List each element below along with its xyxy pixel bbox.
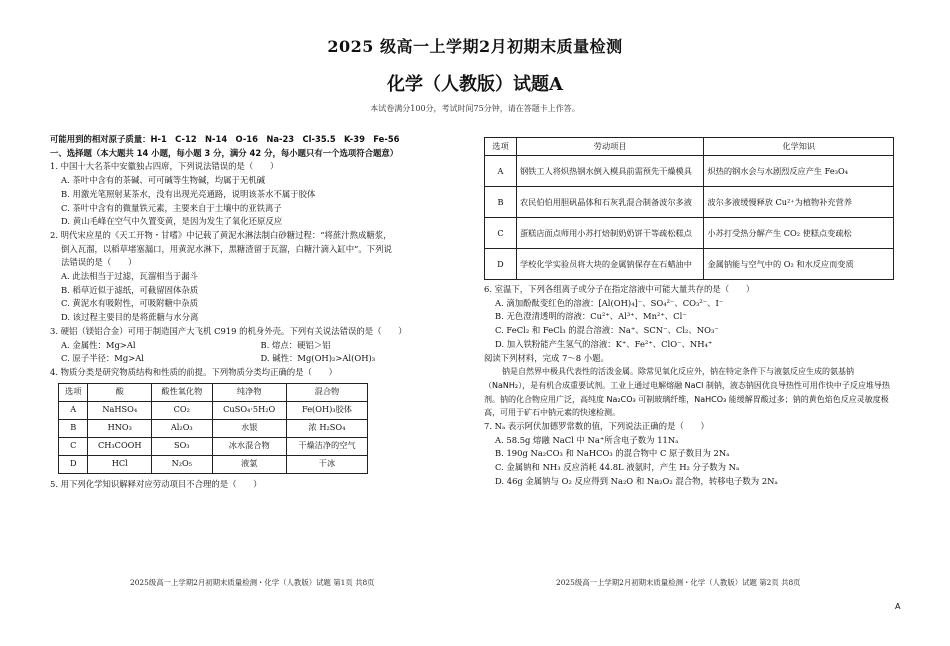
q5-cell: A [485, 156, 517, 187]
table-row [59, 437, 368, 455]
q7-option-d: D. 46g 金属钠与 O₂ 反应得到 Na₂O 和 Na₂O₂ 混合物，转移电子数为 2Nₐ [495, 475, 778, 486]
reading-instruction: 阅读下列材料，完成 7～8 小题。 [484, 352, 609, 363]
q5-cell: B [485, 187, 517, 218]
q5-table [484, 137, 894, 280]
q4-cell: HCl [88, 455, 152, 473]
q5-cell: 钢铁工人将炽热钢水倒入模具前需预先干燥模具 [516, 156, 704, 187]
q4-header: 酸 [88, 383, 152, 401]
q7-option-c: C. 金属钠和 NH₃ 反应消耗 44.8L 液氨时，产生 H₂ 分子数为 Nₐ [495, 462, 740, 473]
q1-option-b: B. 用激光笔照射某茶水，没有出现光亮通路，说明该茶水不属于胶体 [61, 188, 316, 199]
q6-option-a: A. 滴加酚酞变红色的溶液：[Al(OH)₄]⁻、SO₄²⁻、CO₃²⁻、I⁻ [495, 297, 724, 308]
q4-cell: N₂O₅ [152, 455, 212, 473]
q5-cell: 农民伯伯用胆矾晶体和石灰乳混合制备波尔多液 [516, 187, 704, 218]
q5-header: 劳动项目 [516, 138, 704, 156]
q4-header: 混合物 [286, 383, 367, 401]
q3-option-c: C. 原子半径：Mg>Al [61, 353, 144, 364]
q4-cell: D [59, 455, 88, 473]
q3-stem: 3. 硬铝（镁铝合金）可用于制造国产大飞机 C919 的机身外壳。下列有关说法错误的是（ ） [50, 325, 407, 336]
q3-option-a: A. 金属性：Mg>Al [61, 339, 136, 350]
q1-option-d: D. 黄山毛峰在空气中久置变黄，是因为发生了氧化还原反应 [61, 216, 283, 227]
table-row [485, 218, 894, 249]
q4-cell: Al₂O₃ [152, 419, 212, 437]
q6-stem: 6. 室温下，下列各组离子或分子在指定溶液中可能大量共存的是（ ） [484, 284, 755, 294]
q4-cell: HNO₃ [88, 419, 152, 437]
q4-stem: 4. 物质分类是研究物质结构和性质的前提。下列物质分类均正确的是（ ） [50, 366, 338, 377]
table-row [59, 401, 368, 419]
q4-cell: 干冰 [286, 455, 367, 473]
q5-cell: 小苏打受热分解产生 CO₂ 使糕点变疏松 [704, 218, 894, 249]
reading-passage: 钠是自然界中极具代表性的活泼金属。除常见氧化反应外，钠在特定条件下与液氨反应生成的氨基钠（NaNH₂），是有机合成重要试剂。工业上通过电解熔融 NaCl 制钠，液态钠因优良导热性可用作快中子反应堆导热剂。钠的化合物应用广泛，高纯度 Na₂CO₃ 可制玻璃纤维，NaHCO₃ 能缓解胃酸过多；钠的黄色焰色反应灵敏度极高，可用于矿石中钠元素的快速检测。 [484, 367, 890, 418]
q5-cell: C [485, 218, 517, 249]
q6-option-b: B. 无色澄清透明的溶液：Cu²⁺、Al³⁺、Mn²⁺、Cl⁻ [495, 311, 687, 322]
atomic-masses: 可能用到的相对原子质量：H-1 C-12 N-14 O-16 Na-23 Cl-35.5 K-39 Fe-56 [50, 134, 400, 144]
right-footer: 2025级高一上学期2月初期末质量检测・化学（人教版）试题 第2页 共8页 [556, 578, 801, 587]
q4-header: 纯净物 [212, 383, 286, 401]
table-row [59, 419, 368, 437]
table-row [485, 156, 894, 187]
table-row [485, 187, 894, 218]
q4-cell: C [59, 437, 88, 455]
q7-stem: 7. Nₐ 表示阿伏加德罗常数的值，下列说法正确的是（ ） [484, 421, 709, 432]
q5-cell: 炽热的钢水会与水剧烈反应产生 Fe₃O₄ [704, 156, 894, 187]
q4-cell: A [59, 401, 88, 419]
q3-option-d: D. 碱性：Mg(OH)₂>Al(OH)₃ [260, 353, 376, 364]
q4-cell: CO₂ [152, 401, 212, 419]
q7-option-b: B. 190g Na₂CO₃ 和 NaHCO₃ 的混合物中 C 原子数目为 2Nₐ [495, 448, 730, 459]
q2-option-b: B. 稻草近似于滤纸，可截留固体杂质 [61, 284, 199, 295]
section-heading: 一、选择题（本大题共 14 小题，每小题 3 分，满分 42 分，每小题只有一个选项符合题意） [50, 147, 399, 158]
q4-cell: NaHSO₄ [88, 401, 152, 419]
q4-cell: Fe(OH)₃胶体 [286, 401, 367, 419]
q5-cell: 金属钠能与空气中的 O₂ 和水反应而变质 [704, 249, 894, 280]
version-marker: A [895, 602, 901, 611]
q2-stem-3: 法错误的是（ ） [61, 257, 137, 268]
q4-cell: CH₃COOH [88, 437, 152, 455]
q4-cell: B [59, 419, 88, 437]
exam-note: 本试卷满分100分，考试时间75分钟，请在答题卡上作答。 [370, 104, 580, 113]
q4-table [58, 383, 368, 474]
q4-cell: CuSO₄·5H₂O [212, 401, 286, 419]
q2-option-a: A. 此法相当于过滤，瓦溜相当于漏斗 [61, 271, 198, 282]
q5-header: 选项 [485, 138, 517, 156]
q6-option-c: C. FeCl₂ 和 FeCl₃ 的混合溶液：Na⁺、SCN⁻、Cl₂、NO₃⁻ [495, 325, 719, 336]
q5-cell: D [485, 249, 517, 280]
q5-stem: 5. 用下列化学知识解释对应劳动项目不合理的是（ ） [50, 478, 262, 489]
q7-option-a: A. 58.5g 熔融 NaCl 中 Na⁺所含电子数为 11Nₐ [495, 434, 679, 445]
left-page [50, 133, 460, 491]
table-row [59, 455, 368, 473]
q2-option-c: C. 黄泥水有吸附性，可吸附糖中杂质 [61, 298, 199, 309]
q2-option-d: D. 该过程主要目的是将蔗糖与水分离 [61, 312, 199, 323]
q2-stem-2: 倒入瓦溜，以稻草堵塞漏口，用黄泥水淋下，黑糖渣留于瓦溜，白糖汁滴入缸中”。下列说 [61, 243, 392, 254]
q3-option-b: B. 熔点：硬铝＞铝 [260, 339, 331, 350]
q2-stem-1: 2. 明代宋应星的《天工开物・甘嗜》中记载了黄泥水淋法制白砂糖过程：“将蔗汁熬成糖浆， [50, 229, 392, 240]
q4-cell: 冰水混合物 [212, 437, 286, 455]
table-row [485, 249, 894, 280]
q4-cell: 液氯 [212, 455, 286, 473]
q4-cell: SO₃ [152, 437, 212, 455]
q5-cell: 学校化学实验员将大块的金属钠保存在石蜡油中 [516, 249, 704, 280]
q1-option-a: A. 茶叶中含有的茶碱、可可碱等生物碱，均属于无机碱 [61, 175, 265, 186]
q4-cell: 水银 [212, 419, 286, 437]
q4-cell: 浓 H₂SO₄ [286, 419, 367, 437]
exam-subtitle: 化学（人教版）试题A [387, 74, 563, 95]
q6-option-d: D. 加入铁粉能产生氢气的溶液：K⁺、Fe²⁺、ClO⁻、NH₄⁺ [495, 338, 713, 349]
q4-cell: 干燥洁净的空气 [286, 437, 367, 455]
q4-header: 选项 [59, 383, 88, 401]
q5-header: 化学知识 [704, 138, 894, 156]
q1-stem: 1. 中国十大名茶中安徽独占四席，下列说法错误的是（ ） [50, 161, 279, 172]
q1-option-c: C. 茶叶中含有的微量铁元素，主要来自于土壤中的亚铁离子 [61, 202, 282, 213]
q5-cell: 波尔多液缓慢释放 Cu²⁺为植物补充营养 [704, 187, 894, 218]
q5-cell: 蛋糕店面点师用小苏打焙制奶奶饼干等疏松糕点 [516, 218, 704, 249]
left-footer: 2025级高一上学期2月初期末质量检测・化学（人教版）试题 第1页 共8页 [130, 578, 375, 587]
right-page [484, 137, 894, 489]
q4-header: 酸性氧化物 [152, 383, 212, 401]
exam-title: 2025 级高一上学期2月初期末质量检测 [327, 37, 623, 56]
